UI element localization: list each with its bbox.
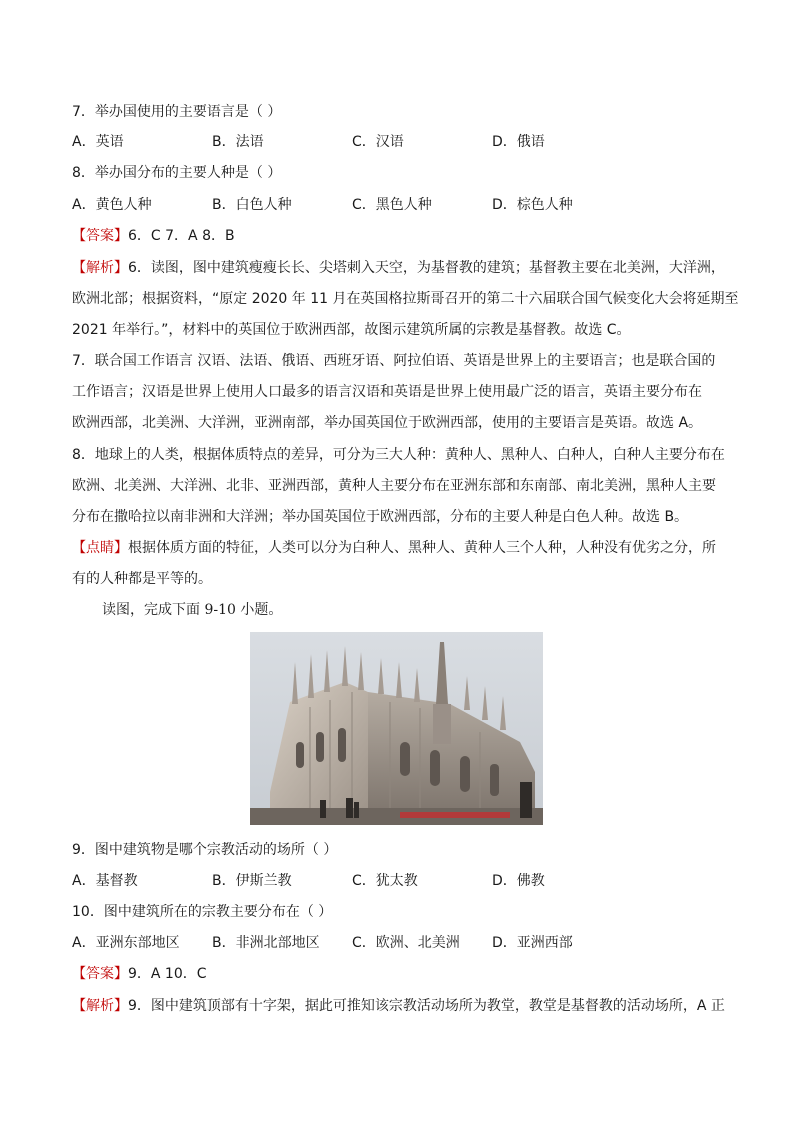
q7-option-b: B．法语 bbox=[212, 134, 264, 150]
cathedral-photo bbox=[250, 632, 543, 825]
q9-option-a: A．基督教 bbox=[72, 873, 138, 889]
analysis-line: 欧洲西部，北美洲、大洋洲，亚洲南部，举办国英国位于欧洲西部，使用的主要语言是英语。故选 A。 bbox=[72, 415, 703, 431]
reading-prompt: 读图，完成下面 9-10 小题。 bbox=[102, 602, 283, 618]
q10-option-c: C．欧洲、北美洲 bbox=[352, 935, 460, 951]
question-10-options bbox=[72, 933, 732, 953]
analysis-tag: 【解析】 bbox=[72, 998, 128, 1014]
analysis-line: 工作语言；汉语是世界上使用人口最多的语言汉语和英语是世界上使用最广泛的语言，英语主要分布在 bbox=[72, 384, 702, 400]
q9-option-c: C．犹太教 bbox=[352, 873, 418, 889]
q10-option-a: A．亚洲东部地区 bbox=[72, 935, 180, 951]
q7-option-d: D．俄语 bbox=[492, 134, 545, 150]
question-8-stem: 8．举办国分布的主要人种是（ ） bbox=[72, 165, 282, 181]
analysis-line: 8．地球上的人类，根据体质特点的差异，可分为三大人种：黄种人、黑种人、白种人，白种人主要分布在 bbox=[72, 447, 725, 463]
answer-text: 9．A 10．C bbox=[128, 966, 207, 982]
question-7-options bbox=[72, 132, 732, 152]
analysis-line: 【解析】6．读图，图中建筑瘦瘦长长、尖塔刺入天空，为基督教的建筑；基督教主要在北美洲，大洋洲， bbox=[72, 260, 725, 276]
question-10-stem: 10．图中建筑所在的宗教主要分布在（ ） bbox=[72, 904, 333, 920]
analysis-line: 欧洲北部；根据资料，“原定 2020 年 11 月在英国格拉斯哥召开的第二十六届联合国气候变化大会将延期至 bbox=[72, 291, 739, 307]
q9-option-d: D．佛教 bbox=[492, 873, 545, 889]
answer-tag: 【答案】 bbox=[72, 966, 128, 982]
q7-option-c: C．汉语 bbox=[352, 134, 404, 150]
question-9-options bbox=[72, 871, 732, 891]
q10-option-d: D．亚洲西部 bbox=[492, 935, 573, 951]
answer-block-1 bbox=[72, 226, 235, 246]
question-9-stem: 9．图中建筑物是哪个宗教活动的场所（ ） bbox=[72, 842, 338, 858]
q8-option-a: A．黄色人种 bbox=[72, 197, 152, 213]
analysis-tag: 【解析】 bbox=[72, 260, 128, 276]
q8-option-b: B．白色人种 bbox=[212, 197, 292, 213]
q9-option-b: B．伊斯兰教 bbox=[212, 873, 292, 889]
tip-line: 有的人种都是平等的。 bbox=[72, 571, 212, 587]
tip-line: 【点睛】根据体质方面的特征，人类可以分为白种人、黑种人、黄种人三个人种，人种没有优劣之分，所 bbox=[72, 540, 716, 556]
answer-text: 6．C 7．A 8．B bbox=[128, 228, 235, 244]
q8-option-c: C．黑色人种 bbox=[352, 197, 432, 213]
question-7-stem: 7．举办国使用的主要语言是（ ） bbox=[72, 104, 282, 120]
tip-tag: 【点睛】 bbox=[72, 540, 128, 556]
q8-option-d: D．棕色人种 bbox=[492, 197, 573, 213]
analysis-line: 2021 年举行。”，材料中的英国位于欧洲西部，故图示建筑所属的宗教是基督教。故选 C。 bbox=[72, 322, 631, 338]
q7-option-a: A．英语 bbox=[72, 134, 124, 150]
analysis-line: 7．联合国工作语言 汉语、法语、俄语、西班牙语、阿拉伯语、英语是世界上的主要语言；也是联合国的 bbox=[72, 353, 716, 369]
question-8-options bbox=[72, 195, 732, 215]
analysis-line: 【解析】9．图中建筑顶部有十字架，据此可推知该宗教活动场所为教堂，教堂是基督教的活动场所，A 正 bbox=[72, 998, 725, 1014]
analysis-line: 分布在撒哈拉以南非洲和大洋洲；举办国英国位于欧洲西部，分布的主要人种是白色人种。故选 B。 bbox=[72, 509, 689, 525]
q10-option-b: B．非洲北部地区 bbox=[212, 935, 320, 951]
analysis-line: 欧洲、北美洲、大洋洲、北非、亚洲西部，黄种人主要分布在亚洲东部和东南部、南北美洲，黑种人主要 bbox=[72, 478, 716, 494]
answer-tag: 【答案】 bbox=[72, 228, 128, 244]
answer-block-2 bbox=[72, 964, 207, 984]
